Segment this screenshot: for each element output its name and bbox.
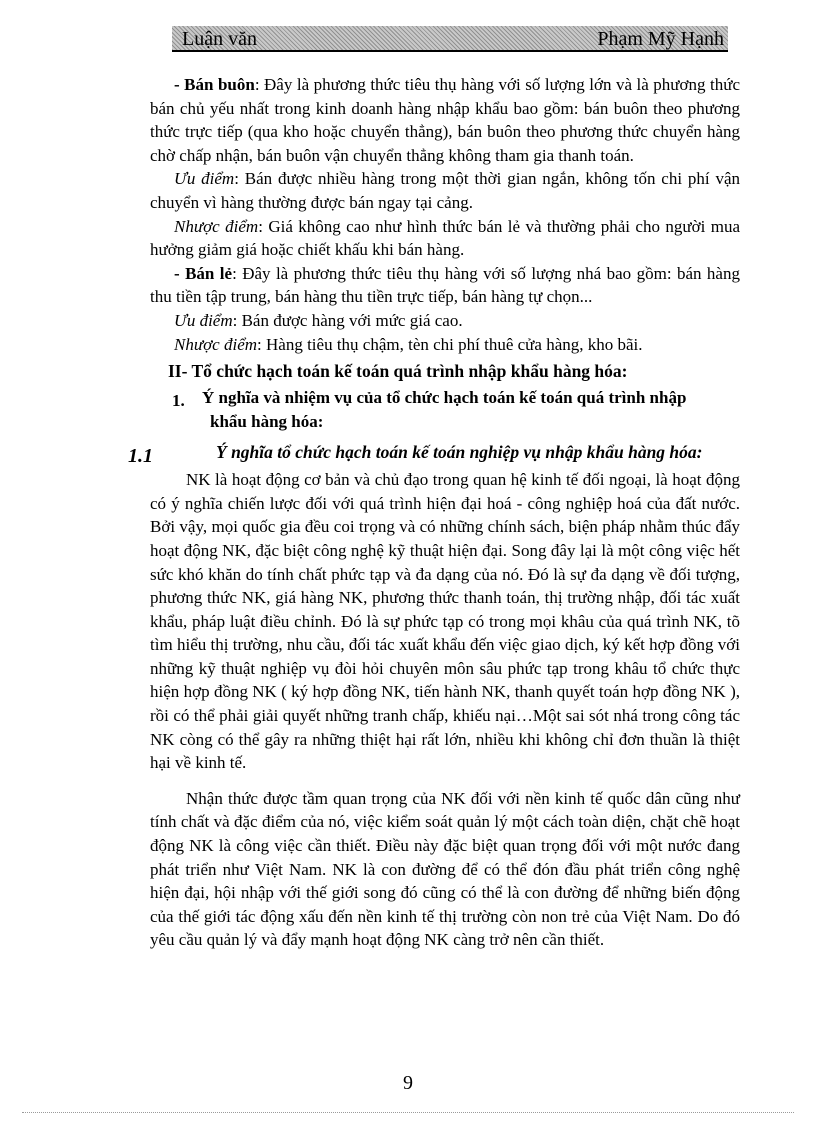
header-author: Phạm Mỹ Hạnh: [597, 28, 724, 50]
term-ban-buon: - Bán buôn: [174, 75, 255, 94]
paragraph-nhuoc-diem-2: [150, 333, 740, 357]
document-body: [128, 73, 740, 952]
paragraph-ban-le: [150, 262, 740, 309]
subsection-heading-1-line2: khẩu hàng hóa:: [210, 412, 324, 432]
paragraph-nhuoc-diem-1: [150, 215, 740, 262]
paragraph-ban-buon: [150, 73, 740, 167]
term-nhuoc-diem-2: Nhược điểm: [174, 334, 258, 354]
subsection-heading-1: [150, 386, 740, 434]
section-heading-ii: II- Tổ chức hạch toán kế toán quá trình nhập khẩu hàng hóa:: [168, 361, 628, 382]
page-header: [172, 26, 728, 52]
paragraph-uu-diem-2: [150, 309, 740, 333]
term-uu-diem-2: Ưu điểm: [174, 310, 233, 330]
text-ban-le: : Đây là phương thức tiêu thụ hàng với số lượng nhá bao gồm: bán hàng thu tiền tập trung, bán hàng thu tiền trực tiếp, bán hàng tự chọn...: [150, 263, 740, 307]
body-paragraph-2: Nhận thức được tầm quan trọng của NK đối với nền kinh tế quốc dân cũng như tính chất và đặc điểm của nó, việc kiểm soát quản lý một cách toàn diện, chặt chẽ hoạt động NK là công việc cần thiết. Điều này đặc biệt quan trọng đối với một nước đang phát triển như Việt Nam. NK là con đường để có thể đón đầu phát triển công nghệ hiện đại, hội nhập với thế giới song đó cũng có thể là con đường để những biến động của thế giới tác động xấu đến nền kinh tế thị trường còn non trẻ của Việt Nam. Do đó yêu cầu quản lý và đẩy mạnh hoạt động NK càng trở nên cần thiết.: [150, 788, 740, 950]
term-nhuoc-diem-1: Nhược điểm: [174, 216, 259, 236]
text-uu-diem-2: : Bán được hàng với mức giá cao.: [232, 310, 463, 330]
subsection-number-1: 1.: [172, 391, 185, 411]
subsection-number-1-1: 1.1: [128, 445, 153, 468]
body-paragraph-1: NK là hoạt động cơ bản và chủ đạo trong quan hệ kinh tế đối ngoại, là hoạt động có ý nghĩa chiến lược đối với quá trình hiện đại hoá - công nghiệp hoá của đất nước. Bởi vậy, mọi quốc gia đều coi trọng và có những chính sách, biện pháp nhằm thúc đẩy hoạt động NK, đặc biệt công nghệ kỹ thuật hiện đại. Song đây lại là một công việc hết sức khó khăn do tính chất phức tạp và đa dạng của nó. Đó là sự đa dạng về đối tượng, phương thức NK, giá hàng NK, phương thức thanh toán, thị trường nhập, đối tác xuất khẩu, pháp luật điều chỉnh. Đó là sự phức tạp có trong mọi khâu của quá trình NK, tõ tìm hiểu thị trường, nhu cầu, đối tác xuất khẩu đến việc giao dịch, ký kết hợp đồng với những kỹ thuật nghiệp vụ đòi hỏi chuyên môn sâu phức tạp trong khâu tổ chức thực hiện hợp đồng NK ( ký hợp đồng NK, tiến hành NK, thanh quyết toán hợp đồng NK ), rồi có thể phải giải quyết những tranh chấp, khiếu nại…Một sai sót nhá trong công tác NK còng có thể gây ra những thiệt hại rất lớn, nhiều khi không chỉ đơn thuần là thiệt hại về kinh tế.: [150, 470, 740, 773]
term-uu-diem-1: Ưu điểm: [174, 169, 235, 189]
page-number: 9: [403, 1072, 413, 1094]
text-nhuoc-diem-1: : Giá không cao như hình thức bán lẻ và thường phải cho người mua hưởng giảm giá hoặc chiết khấu khi bán hàng.: [150, 216, 740, 260]
footer-divider: [22, 1112, 794, 1113]
text-uu-diem-1: : Bán được nhiều hàng trong một thời gian ngắn, không tốn chi phí vận chuyển vì hàng thường được bán ngay tại cảng.: [150, 169, 740, 212]
text-ban-buon: : Đây là phương thức tiêu thụ hàng với số lượng lớn và là phương thức bán chủ yếu nhất trong kinh doanh hàng nhập khẩu bao gồm: bán buôn theo phương thức trực tiếp (qua kho hoặc chuyển thẳng), bán buôn theo phương thức chuyển hàng chờ chấp nhận, bán buôn vận chuyển thẳng không tham gia thanh toán.: [150, 75, 740, 165]
text-nhuoc-diem-2: : Hàng tiêu thụ chậm, tèn chi phí thuê cửa hàng, kho bãi.: [257, 334, 643, 354]
term-ban-le: - Bán lẻ: [174, 263, 233, 283]
paragraph-uu-diem-1: [150, 167, 740, 214]
subsection-heading-1-1: [128, 438, 740, 468]
header-title: Luận văn: [182, 28, 257, 50]
subsection-heading-1-1-title: Ý nghĩa tổ chức hạch toán kế toán nghiệp vụ nhập khẩu hàng hóa:: [216, 442, 703, 463]
subsection-heading-1-line1: Ý nghĩa và nhiệm vụ của tổ chức hạch toán kế toán quá trình nhập: [202, 388, 687, 408]
